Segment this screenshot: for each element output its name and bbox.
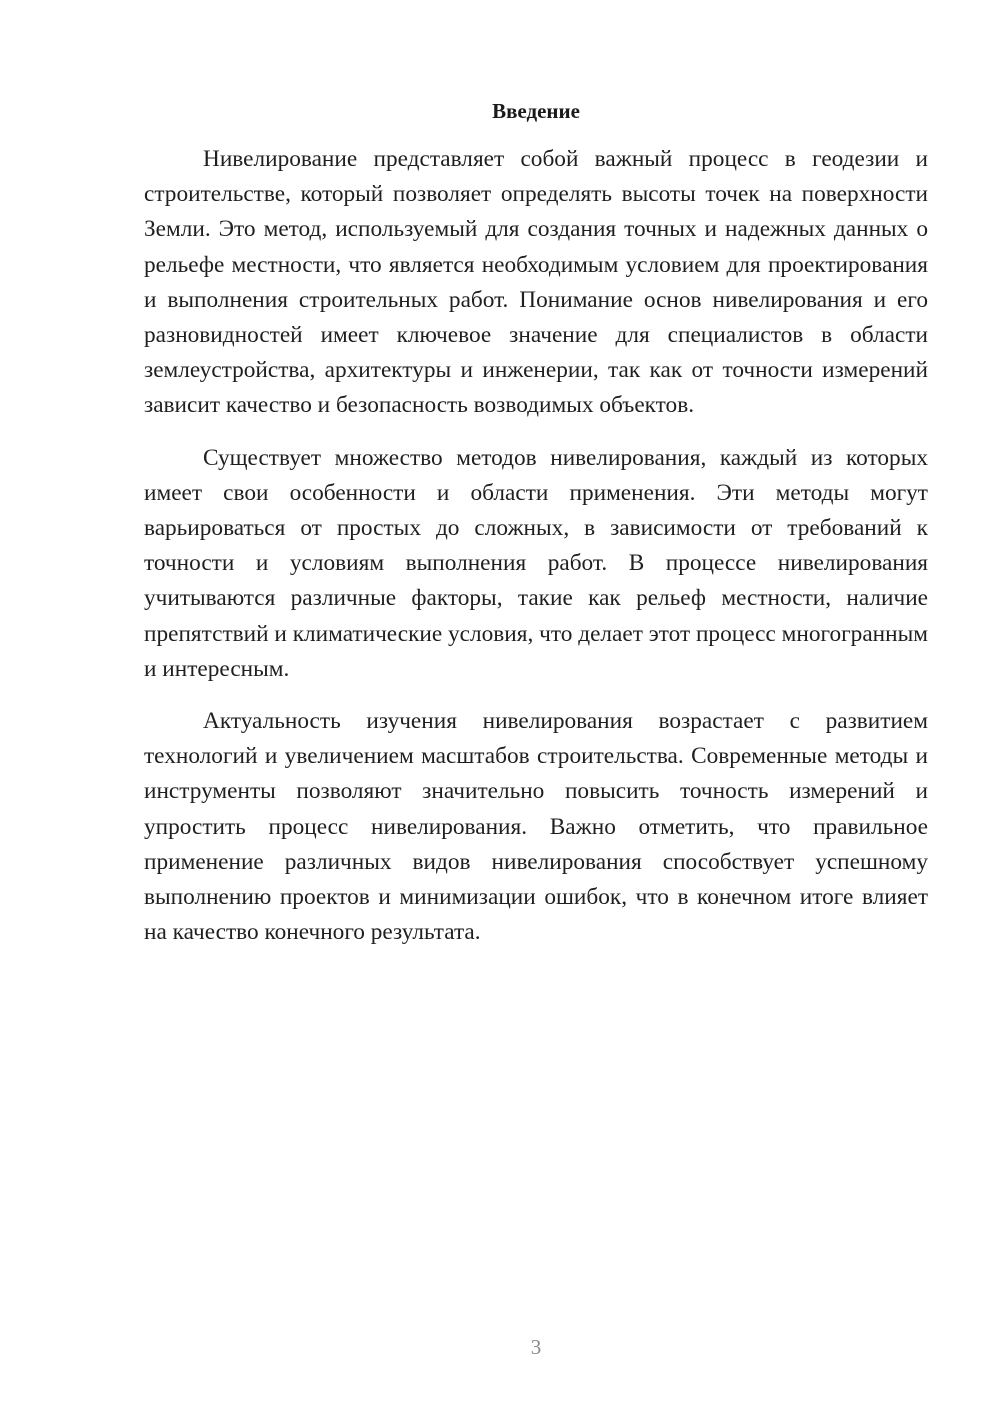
paragraph-2: Существует множество методов нивелирования, каждый из которых имеет свои особенности и области применения. Эти методы могут варьироваться от простых до сложных, в зависимости от требований к точности и условиям выполнения работ. В процессе нивелирования учитываются различные факторы, такие как рельеф местности, наличие препятствий и климатические условия, что делает этот процесс многогранным и интересным.: [144, 444, 928, 682]
section-heading: Введение: [492, 99, 580, 123]
paragraph-3: Актуальность изучения нивелирования возрастает с развитием технологий и увеличением масштабов строительства. Современные методы и инструменты позволяют значительно повысить точность измерений и упростить процесс нивелирования. Важно отметить, что правильное применение различных видов нивелирования способствует успешному выполнению проектов и минимизации ошибок, что в конечном итоге влияет на качество конечного результата.: [144, 708, 928, 946]
page-number: 3: [530, 1335, 542, 1359]
paragraph-1: Нивелирование представляет собой важный процесс в геодезии и строительстве, который позволяет определять высоты точек на поверхности Земли. Это метод, используемый для создания точных и надежных данных о рельефе местности, что является необходимым условием для проектирования и выполнения строительных работ. Понимание основ нивелирования и его разновидностей имеет ключевое значение для специалистов в области землеустройства, архитектуры и инженерии, так как от точности измерений зависит качество и безопасность возводимых объектов.: [144, 146, 928, 419]
document-body: [144, 142, 928, 967]
